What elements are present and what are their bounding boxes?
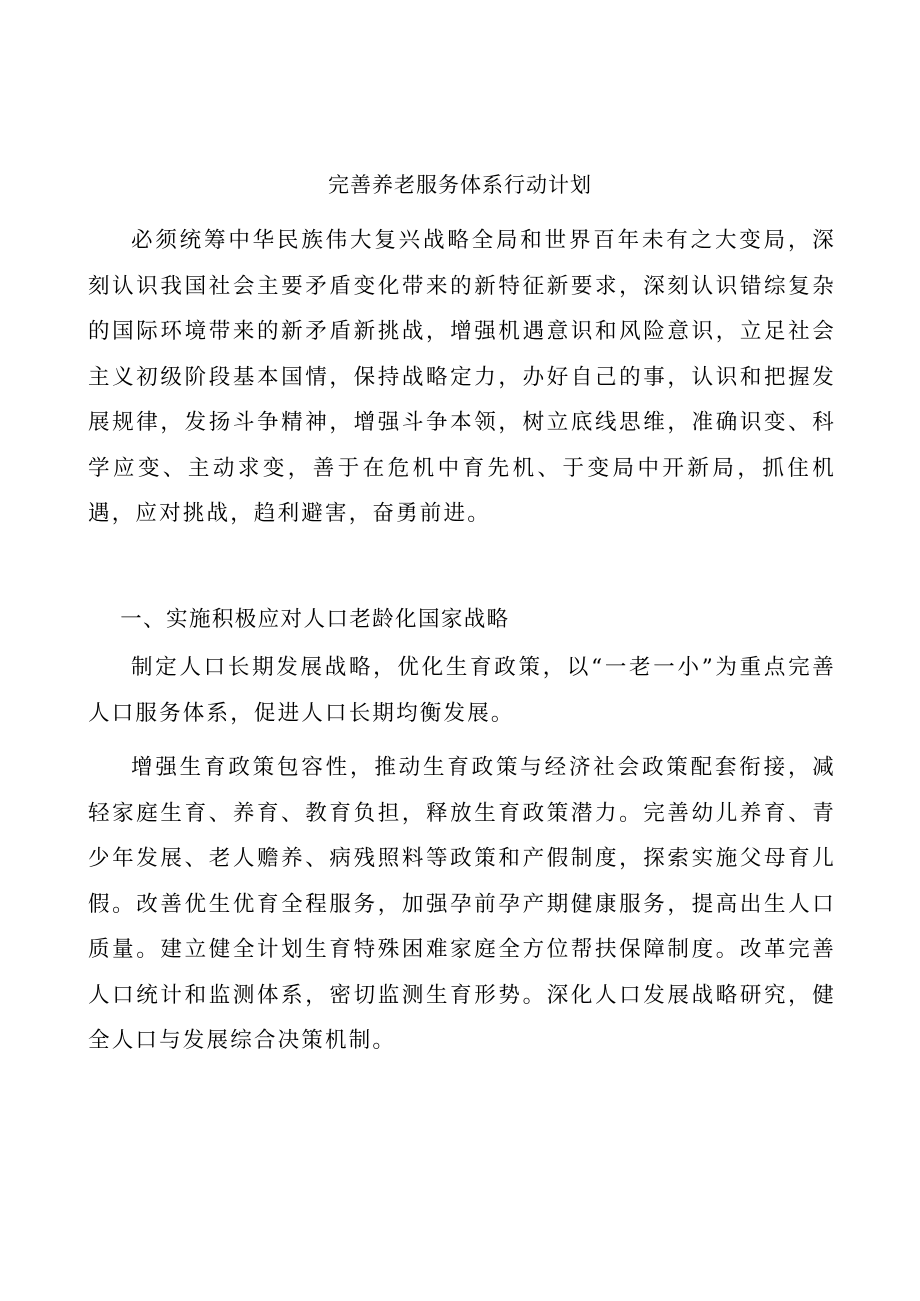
section-paragraph-1: 制定人口长期发展战略，优化生育政策，以“一老一小”为重点完善人口服务体系，促进人口长期均衡发展。 bbox=[88, 655, 836, 726]
document-title: 完善养老服务体系行动计划 bbox=[328, 173, 592, 197]
section-paragraph-2: 增强生育政策包容性，推动生育政策与经济社会政策配套衔接，减轻家庭生育、养育、教育负担，释放生育政策潜力。完善幼儿养育、青少年发展、老人赡养、病残照料等政策和产假制度，探索实施父母育儿假。改善优生优育全程服务，加强孕前孕产期健康服务，提高出生人口质量。建立健全计划生育特殊困难家庭全方位帮扶保障制度。改革完善人口统计和监测体系，密切监测生育形势。深化人口发展战略研究，健全人口与发展综合决策机制。 bbox=[88, 755, 836, 1053]
section-heading: 一、实施积极应对人口老龄化国家战略 bbox=[120, 607, 510, 632]
intro-paragraph: 必须统筹中华民族伟大复兴战略全局和世界百年未有之大变局，深刻认识我国社会主要矛盾变化带来的新特征新要求，深刻认识错综复杂的国际环境带来的新矛盾新挑战，增强机遇意识和风险意识，立足社会主义初级阶段基本国情，保持战略定力，办好自己的事，认识和把握发展规律，发扬斗争精神，增强斗争本领，树立底线思维，准确识变、科学应变、主动求变，善于在危机中育先机、于变局中开新局，抓住机遇，应对挑战，趋利避害，奋勇前进。 bbox=[88, 228, 836, 526]
